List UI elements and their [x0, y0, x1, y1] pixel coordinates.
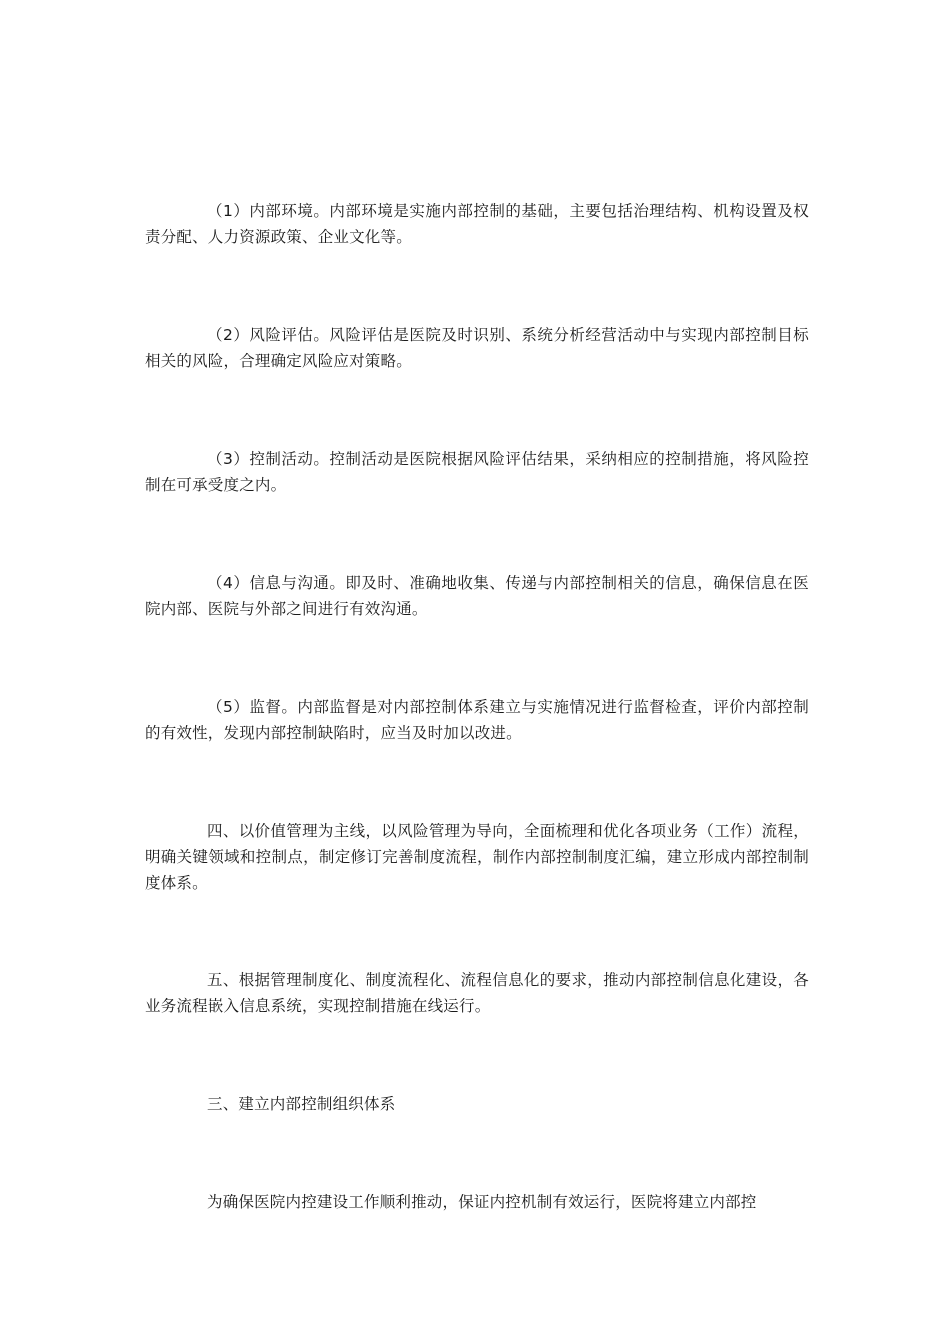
paragraph-information-communication: （4）信息与沟通。即及时、准确地收集、传递与内部控制相关的信息，确保信息在医院内部、医院与外部之间进行有效沟通。 [145, 574, 809, 618]
paragraph-control-activities: （3）控制活动。控制活动是医院根据风险评估结果，采纳相应的控制措施，将风险控制在可承受度之内。 [145, 450, 809, 494]
paragraph-section-four: 四、以价值管理为主线，以风险管理为导向，全面梳理和优化各项业务（工作）流程，明确关键领域和控制点，制定修订完善制度流程，制作内部控制制度汇编，建立形成内部控制制度体系。 [145, 822, 809, 892]
paragraph-supervision: （5）监督。内部监督是对内部控制体系建立与实施情况进行监督检查，评价内部控制的有效性，发现内部控制缺陷时，应当及时加以改进。 [145, 698, 809, 742]
paragraph-risk-assessment: （2）风险评估。风险评估是医院及时识别、系统分析经营活动中与实现内部控制目标相关的风险，合理确定风险应对策略。 [145, 326, 809, 370]
section-heading-three: 三、建立内部控制组织体系 [207, 1095, 396, 1113]
paragraph-internal-environment: （1）内部环境。内部环境是实施内部控制的基础，主要包括治理结构、机构设置及权责分配、人力资源政策、企业文化等。 [145, 202, 809, 246]
paragraph-organization-intro: 为确保医院内控建设工作顺利推动，保证内控机制有效运行，医院将建立内部控 [207, 1193, 757, 1211]
paragraph-section-five: 五、根据管理制度化、制度流程化、流程信息化的要求，推动内部控制信息化建设，各业务流程嵌入信息系统，实现控制措施在线运行。 [145, 971, 809, 1015]
